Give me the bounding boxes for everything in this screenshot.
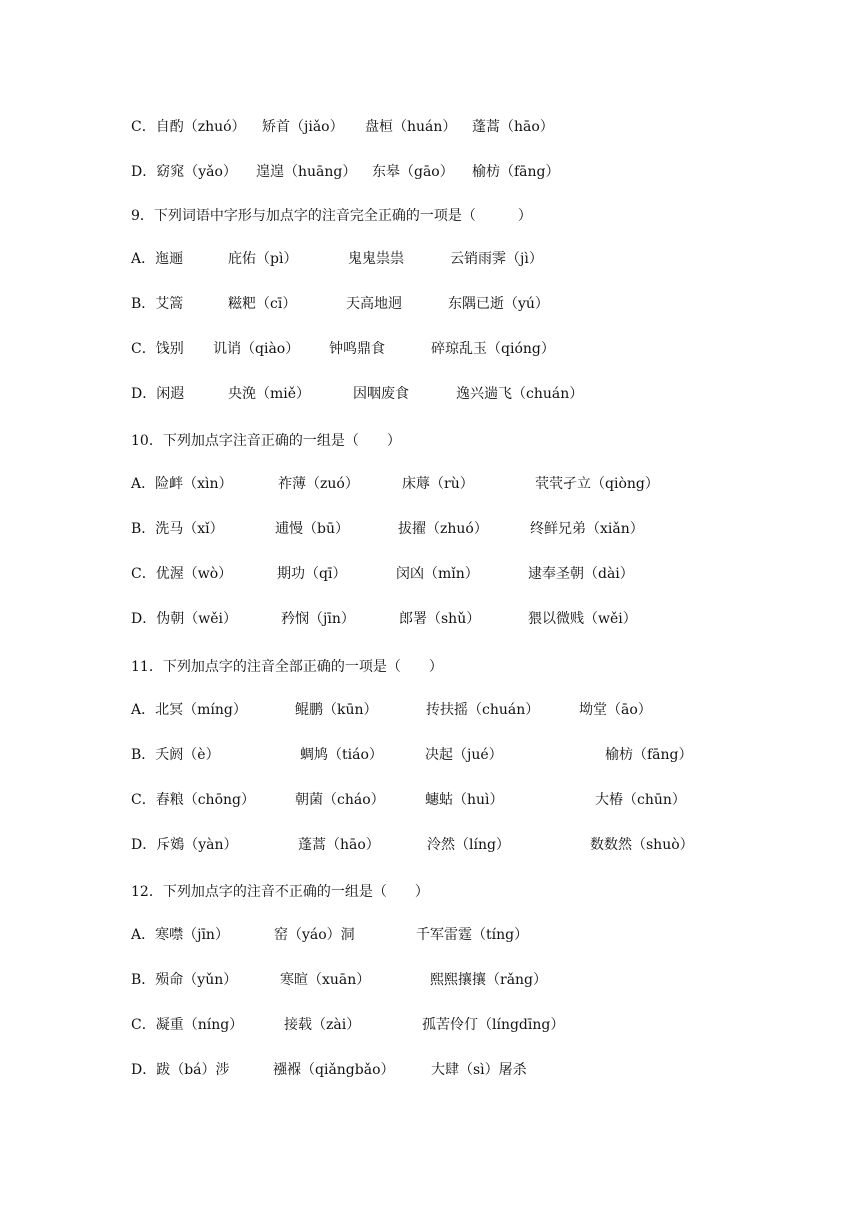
option-term: 决起（jué） (425, 747, 503, 763)
option-term: C．饯别 (131, 341, 184, 357)
option-term: 泠然（líng） (427, 837, 510, 853)
option-term: A．迤逦 (131, 251, 184, 267)
option-term: 逋慢（bū） (275, 521, 349, 537)
option-term: 大椿（chūn） (595, 792, 686, 808)
option-term: 矜悯（jīn） (281, 611, 355, 627)
option-term: 钟鸣鼎食 (329, 341, 385, 357)
question-text: 12．下列加点字的注音不正确的一组是（ ） (131, 884, 429, 900)
option-term: C．优渥（wò） (131, 566, 233, 582)
option-term: 天高地迥 (346, 296, 402, 312)
option-term: 庇佑（pì） (228, 251, 298, 267)
option-term: D．伪朝（wěi） (131, 611, 237, 627)
option-term: 东皋（gāo） (372, 164, 454, 180)
question-text: 9．下列词语中字形与加点字的注音完全正确的一项是（ ） (131, 208, 532, 224)
option-term: 终鲜兄弟（xiǎn） (530, 521, 644, 537)
option-term: 因咽废食 (353, 386, 409, 402)
option-term: 蓬蒿（hāo） (298, 837, 380, 853)
option-term: 榆枋（fāng） (472, 164, 560, 180)
option-term: 大肆（sì）屠杀 (431, 1062, 527, 1078)
question-text: 11．下列加点字的注音全部正确的一项是（ ） (131, 659, 443, 675)
option-term: 蓬蒿（hāo） (472, 119, 554, 135)
option-term: 蟪蛄（huì） (425, 792, 504, 808)
option-term: 期功（qī） (277, 566, 347, 582)
option-term: D．窈窕（yǎo） (131, 164, 237, 180)
option-term: 数数然（shuò） (590, 837, 694, 853)
option-term: 寒暄（xuān） (280, 972, 371, 988)
option-term: 坳堂（āo） (579, 702, 652, 718)
option-term: C．舂粮（chōng） (131, 792, 255, 808)
option-term: 床蓐（rù） (402, 476, 474, 492)
option-term: 拔擢（zhuó） (398, 521, 488, 537)
option-term: 蜩鸠（tiáo） (300, 747, 383, 763)
option-term: 郎署（shǔ） (399, 611, 481, 627)
option-term: B．夭阏（è） (131, 747, 220, 763)
question-text: 10．下列加点字注音正确的一组是（ ） (131, 433, 401, 449)
option-term: 熙熙攘攘（rǎng） (430, 972, 548, 988)
option-term: B．艾篙 (131, 296, 184, 312)
option-term: 碎琼乱玉（qióng） (431, 341, 555, 357)
option-term: 逮奉圣朝（dài） (528, 566, 634, 582)
option-term: 窑（yáo）洞 (274, 927, 355, 943)
option-term: C．凝重（níng） (131, 1017, 244, 1033)
option-term: D．跋（bá）涉 (131, 1062, 230, 1078)
option-term: 盘桓（huán） (365, 119, 457, 135)
option-term: 鬼鬼祟祟 (348, 251, 404, 267)
option-term: D．闲遐 (131, 386, 185, 402)
option-term: 讥诮（qiào） (213, 341, 300, 357)
option-term: 遑遑（huāng） (256, 164, 357, 180)
option-term: 抟扶摇（chuán） (426, 702, 540, 718)
option-term: B．殒命（yǔn） (131, 972, 238, 988)
option-term: C．自酌（zhuó） (131, 119, 246, 135)
option-term: A．险衅（xìn） (131, 476, 233, 492)
option-term: 鲲鹏（kūn） (295, 702, 378, 718)
option-term: 襁褓（qiǎngbǎo） (273, 1062, 395, 1078)
option-term: D．斥鴳（yàn） (131, 837, 238, 853)
option-term: 云销雨霁（jì） (450, 251, 543, 267)
option-term: 央浼（miě） (228, 386, 311, 402)
option-term: 矫首（jiǎo） (262, 119, 344, 135)
option-term: 闵凶（mǐn） (396, 566, 479, 582)
option-term: 朝菌（cháo） (295, 792, 385, 808)
option-term: 逸兴遄飞（chuán） (456, 386, 584, 402)
option-term: 孤苦伶仃（língdīng） (422, 1017, 565, 1033)
option-term: 千军雷霆（tíng） (416, 927, 529, 943)
option-term: A．北冥（míng） (131, 702, 247, 718)
option-term: 祚薄（zuó） (278, 476, 359, 492)
option-term: A．寒噤（jīn） (131, 927, 229, 943)
option-term: B．洗马（xǐ） (131, 521, 224, 537)
option-term: 接载（zài） (284, 1017, 361, 1033)
option-term: 糍粑（cī） (228, 296, 297, 312)
option-term: 茕茕孑立（qiòng） (535, 476, 659, 492)
option-term: 榆枋（fāng） (605, 747, 693, 763)
option-term: 猥以微贱（wěi） (528, 611, 637, 627)
option-term: 东隅已逝（yú） (448, 296, 549, 312)
